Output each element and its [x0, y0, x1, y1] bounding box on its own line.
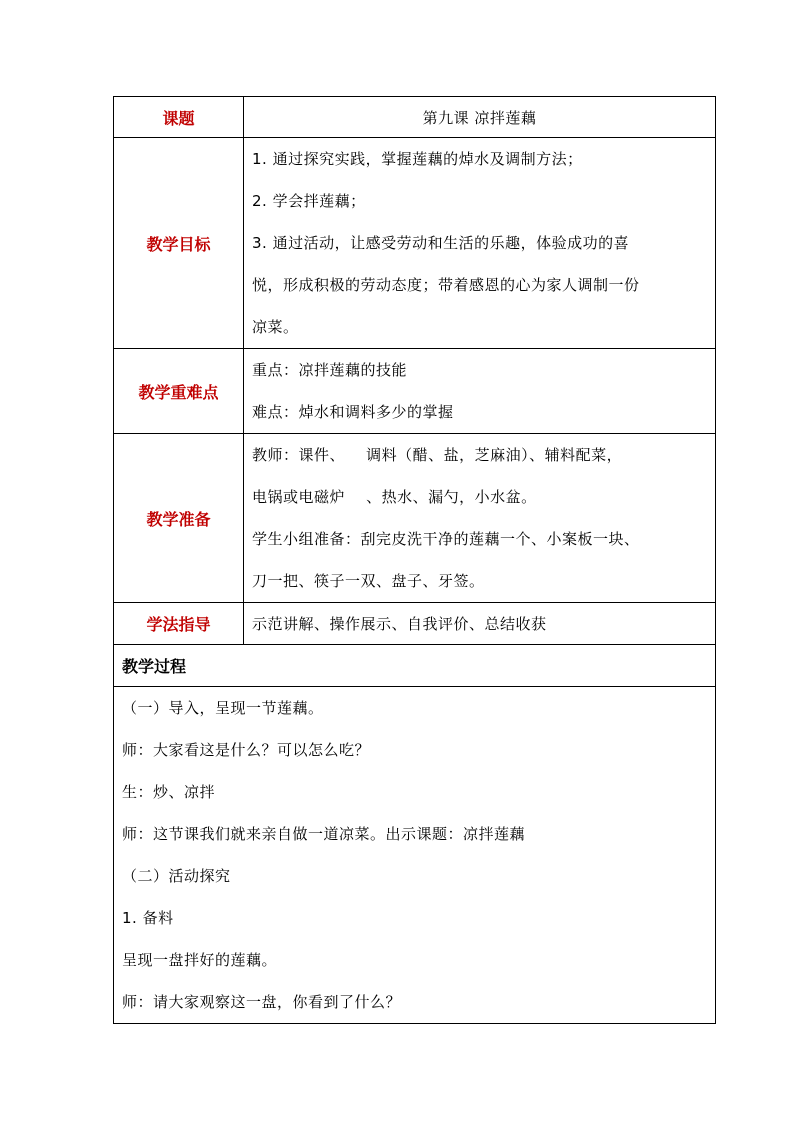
goal-line: 凉菜。 [252, 318, 299, 336]
process-line: 师：请大家观察这一盘，你看到了什么？ [122, 993, 402, 1011]
topic-label: 课题 [114, 97, 244, 138]
method-label: 学法指导 [114, 603, 244, 645]
topic-value: 第九课 凉拌莲藕 [244, 97, 716, 138]
process-line: 师：大家看这是什么？可以怎么吃？ [122, 741, 371, 759]
preparation-content [244, 434, 716, 603]
preparation-row [114, 434, 716, 603]
goals-row [114, 138, 716, 349]
preparation-label: 教学准备 [114, 434, 244, 603]
method-row [114, 603, 716, 645]
goal-line: 1. 通过探究实践，掌握莲藕的焯水及调制方法； [252, 150, 583, 168]
goals-content [244, 138, 716, 349]
process-line: （二）活动探究 [122, 867, 231, 885]
process-content [114, 687, 716, 1024]
preparation-line: 电锅或电磁炉 、热水、漏勺，小水盆。 [252, 488, 537, 506]
key-points-row [114, 349, 716, 434]
key-points-label: 教学重难点 [114, 349, 244, 434]
preparation-line: 学生小组准备：刮完皮洗干净的莲藕一个、小案板一块、 [252, 530, 640, 548]
process-line: （一）导入，呈现一节莲藕。 [122, 699, 324, 717]
key-point-line: 重点：凉拌莲藕的技能 [252, 361, 408, 379]
process-line: 呈现一盘拌好的莲藕。 [122, 951, 278, 969]
goal-line: 3. 通过活动，让感受劳动和生活的乐趣，体验成功的喜 [252, 234, 630, 252]
topic-row [114, 97, 716, 138]
lesson-plan-table [113, 96, 716, 1024]
key-points-content [244, 349, 716, 434]
process-heading-row [114, 645, 716, 687]
method-value: 示范讲解、操作展示、自我评价、总结收获 [244, 603, 716, 645]
preparation-line: 教师：课件、 调料（醋、盐，芝麻油）、辅料配菜， [252, 446, 623, 464]
process-heading: 教学过程 [114, 645, 716, 687]
process-line: 师：这节课我们就来亲自做一道凉菜。出示课题：凉拌莲藕 [122, 825, 526, 843]
process-row [114, 687, 716, 1024]
goals-label: 教学目标 [114, 138, 244, 349]
preparation-line: 刀一把、筷子一双、盘子、牙签。 [252, 572, 485, 590]
goal-line: 悦，形成积极的劳动态度；带着感恩的心为家人调制一份 [252, 276, 640, 294]
process-line: 生：炒、凉拌 [122, 783, 216, 801]
goal-line: 2. 学会拌莲藕； [252, 192, 366, 210]
key-point-line: 难点：焯水和调料多少的掌握 [252, 403, 454, 421]
process-line: 1. 备料 [122, 909, 174, 927]
